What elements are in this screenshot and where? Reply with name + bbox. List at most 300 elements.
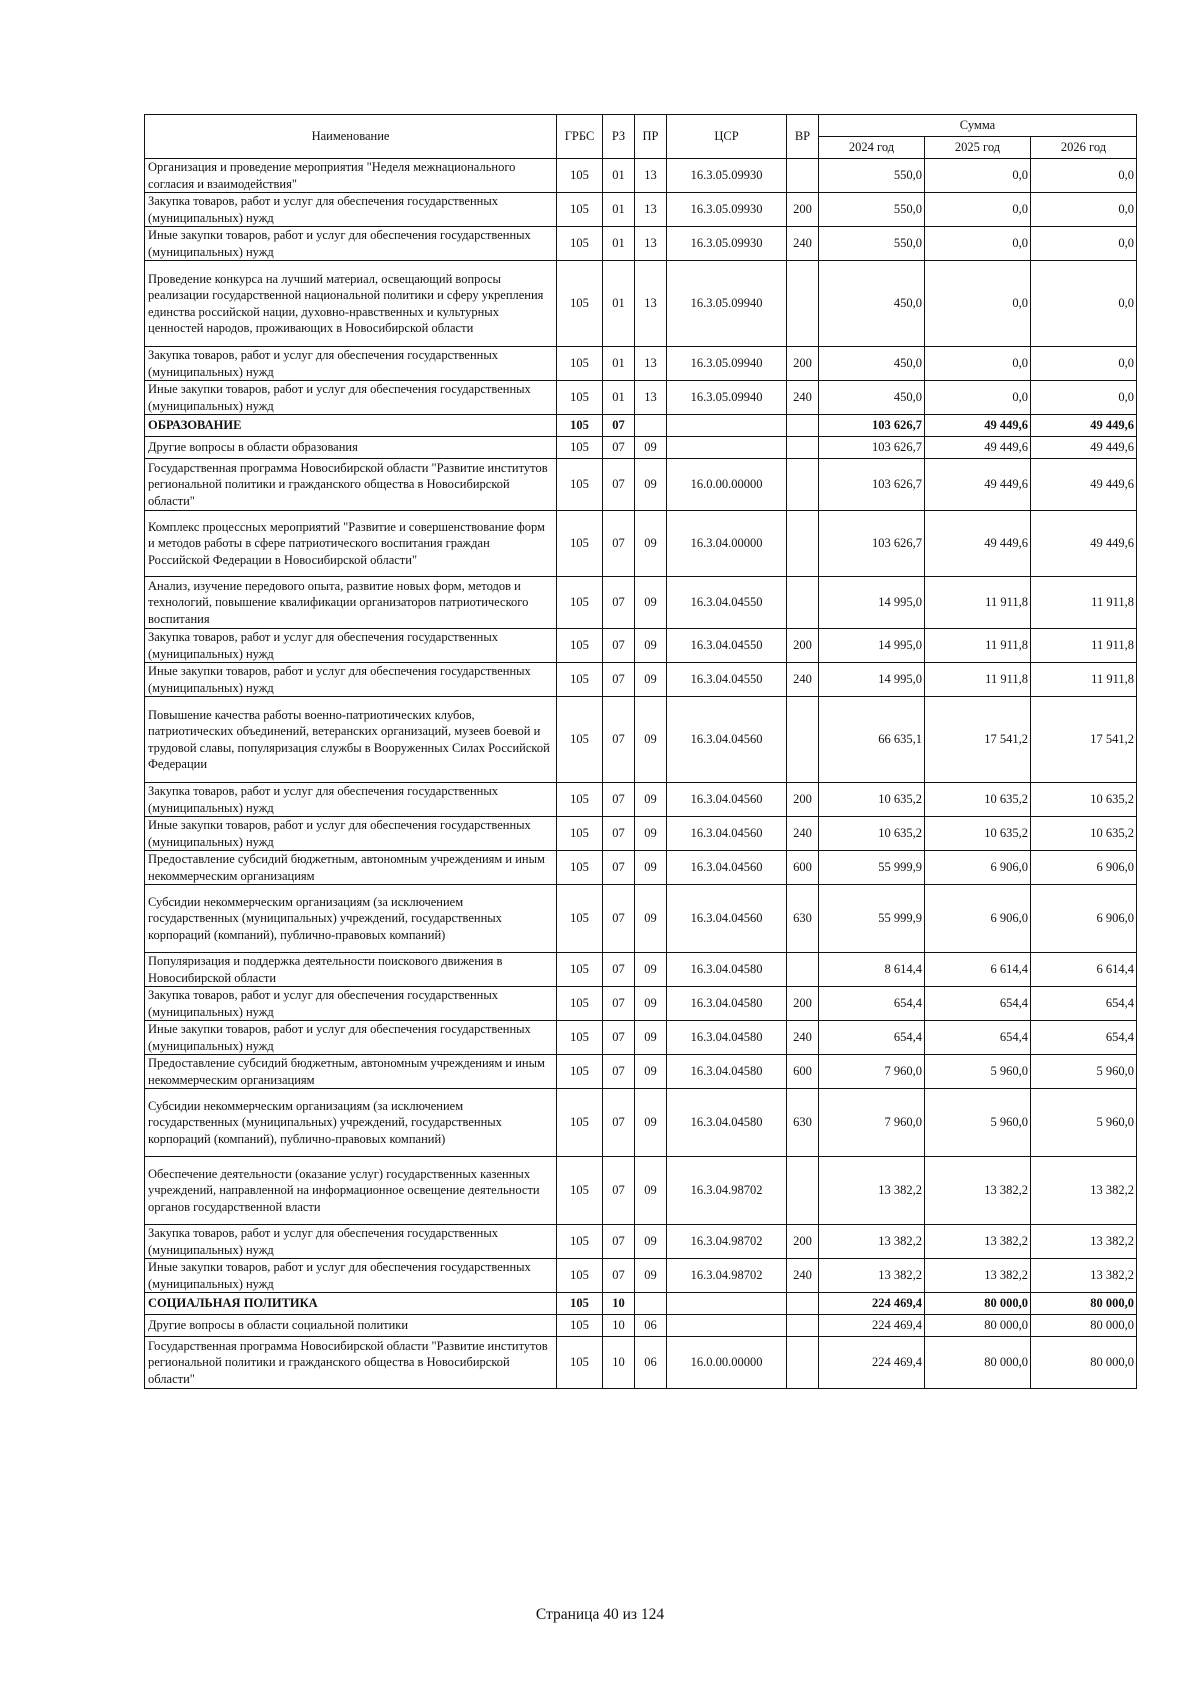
- cell-name: Закупка товаров, работ и услуг для обеспечения государственных (муниципальных) нужд: [145, 987, 557, 1021]
- table-row: [145, 1021, 1137, 1055]
- cell-pr: 09: [635, 817, 667, 851]
- cell-pr: 09: [635, 511, 667, 577]
- cell-vr: [787, 577, 819, 629]
- cell-name: СОЦИАЛЬНАЯ ПОЛИТИКА: [145, 1293, 557, 1315]
- cell-csr: 16.0.00.00000: [667, 1337, 787, 1389]
- cell-sum-2024: 7 960,0: [819, 1055, 925, 1089]
- cell-pr: 09: [635, 1225, 667, 1259]
- cell-grbs: 105: [557, 1021, 603, 1055]
- cell-rz: 07: [603, 817, 635, 851]
- table-row: [145, 577, 1137, 629]
- cell-sum-2026: 6 906,0: [1031, 885, 1137, 953]
- page-number: Страница 40 из 124: [535, 1606, 665, 1623]
- cell-name: Иные закупки товаров, работ и услуг для обеспечения государственных (муниципальных) нужд: [145, 381, 557, 415]
- cell-pr: 09: [635, 1021, 667, 1055]
- header-grbs: ГРБС: [557, 115, 603, 159]
- cell-vr: [787, 1293, 819, 1315]
- cell-csr: 16.3.04.04580: [667, 1021, 787, 1055]
- cell-rz: 07: [603, 437, 635, 459]
- cell-csr: 16.3.04.04550: [667, 577, 787, 629]
- cell-csr: [667, 415, 787, 437]
- cell-pr: 09: [635, 885, 667, 953]
- cell-rz: 10: [603, 1315, 635, 1337]
- cell-sum-2024: 224 469,4: [819, 1315, 925, 1337]
- cell-sum-2024: 103 626,7: [819, 437, 925, 459]
- cell-rz: 07: [603, 885, 635, 953]
- cell-sum-2024: 14 995,0: [819, 577, 925, 629]
- cell-vr: 240: [787, 817, 819, 851]
- cell-grbs: 105: [557, 577, 603, 629]
- table-row: [145, 159, 1137, 193]
- cell-sum-2024: 103 626,7: [819, 511, 925, 577]
- cell-grbs: 105: [557, 381, 603, 415]
- cell-pr: 09: [635, 577, 667, 629]
- cell-name: Популяризация и поддержка деятельности поискового движения в Новосибирской области: [145, 953, 557, 987]
- cell-vr: [787, 415, 819, 437]
- cell-sum-2025: 13 382,2: [925, 1259, 1031, 1293]
- cell-grbs: 105: [557, 1225, 603, 1259]
- cell-sum-2024: 550,0: [819, 159, 925, 193]
- cell-sum-2024: 8 614,4: [819, 953, 925, 987]
- cell-sum-2024: 550,0: [819, 193, 925, 227]
- cell-sum-2025: 6 614,4: [925, 953, 1031, 987]
- cell-vr: [787, 1337, 819, 1389]
- cell-grbs: 105: [557, 193, 603, 227]
- cell-sum-2026: 80 000,0: [1031, 1293, 1137, 1315]
- cell-vr: 200: [787, 347, 819, 381]
- header-sum: Сумма: [819, 115, 1137, 137]
- cell-sum-2025: 80 000,0: [925, 1315, 1031, 1337]
- cell-pr: 09: [635, 1259, 667, 1293]
- cell-pr: 09: [635, 1157, 667, 1225]
- cell-rz: 10: [603, 1337, 635, 1389]
- cell-rz: 07: [603, 697, 635, 783]
- cell-sum-2026: 0,0: [1031, 381, 1137, 415]
- budget-table: [144, 114, 1137, 1389]
- cell-grbs: 105: [557, 261, 603, 347]
- cell-csr: 16.3.04.04580: [667, 1089, 787, 1157]
- table-row: [145, 1225, 1137, 1259]
- cell-grbs: 105: [557, 1315, 603, 1337]
- table-row: [145, 1089, 1137, 1157]
- cell-sum-2024: 55 999,9: [819, 885, 925, 953]
- cell-sum-2025: 5 960,0: [925, 1089, 1031, 1157]
- cell-pr: [635, 1293, 667, 1315]
- cell-sum-2026: 654,4: [1031, 987, 1137, 1021]
- cell-sum-2025: 6 906,0: [925, 885, 1031, 953]
- cell-pr: 06: [635, 1315, 667, 1337]
- cell-name: Субсидии некоммерческим организациям (за исключением государственных (муниципальных) учреждений, государственных корпораций (компаний), публично-правовых компаний): [145, 885, 557, 953]
- cell-name: Закупка товаров, работ и услуг для обеспечения государственных (муниципальных) нужд: [145, 629, 557, 663]
- cell-name: Иные закупки товаров, работ и услуг для обеспечения государственных (муниципальных) нужд: [145, 1021, 557, 1055]
- cell-sum-2026: 0,0: [1031, 261, 1137, 347]
- cell-csr: 16.3.05.09930: [667, 159, 787, 193]
- cell-rz: 07: [603, 415, 635, 437]
- cell-rz: 01: [603, 381, 635, 415]
- header-vr: ВР: [787, 115, 819, 159]
- cell-rz: 07: [603, 1021, 635, 1055]
- cell-name: Закупка товаров, работ и услуг для обеспечения государственных (муниципальных) нужд: [145, 193, 557, 227]
- cell-rz: 07: [603, 1055, 635, 1089]
- cell-pr: 09: [635, 1089, 667, 1157]
- cell-name: Государственная программа Новосибирской области "Развитие институтов региональной политики и гражданского общества в Новосибирской области": [145, 1337, 557, 1389]
- cell-sum-2025: 654,4: [925, 1021, 1031, 1055]
- cell-sum-2026: 10 635,2: [1031, 817, 1137, 851]
- cell-csr: 16.3.05.09930: [667, 193, 787, 227]
- cell-sum-2025: 80 000,0: [925, 1337, 1031, 1389]
- cell-name: Другие вопросы в области социальной политики: [145, 1315, 557, 1337]
- cell-csr: [667, 437, 787, 459]
- cell-csr: 16.3.04.04580: [667, 987, 787, 1021]
- table-row: [145, 629, 1137, 663]
- cell-rz: 07: [603, 459, 635, 511]
- cell-pr: 13: [635, 261, 667, 347]
- table-row: [145, 987, 1137, 1021]
- header-pr: ПР: [635, 115, 667, 159]
- cell-sum-2026: 11 911,8: [1031, 629, 1137, 663]
- cell-csr: [667, 1315, 787, 1337]
- cell-sum-2026: 0,0: [1031, 347, 1137, 381]
- cell-sum-2025: 13 382,2: [925, 1157, 1031, 1225]
- cell-sum-2026: 49 449,6: [1031, 459, 1137, 511]
- cell-grbs: 105: [557, 347, 603, 381]
- cell-rz: 07: [603, 1089, 635, 1157]
- cell-grbs: 105: [557, 511, 603, 577]
- cell-sum-2025: 0,0: [925, 261, 1031, 347]
- cell-pr: 09: [635, 953, 667, 987]
- cell-sum-2026: 13 382,2: [1031, 1157, 1137, 1225]
- cell-sum-2024: 224 469,4: [819, 1293, 925, 1315]
- cell-sum-2024: 103 626,7: [819, 415, 925, 437]
- cell-csr: 16.3.05.09940: [667, 381, 787, 415]
- cell-name: Иные закупки товаров, работ и услуг для обеспечения государственных (муниципальных) нужд: [145, 1259, 557, 1293]
- table-row: [145, 885, 1137, 953]
- cell-sum-2024: 450,0: [819, 347, 925, 381]
- cell-sum-2024: 13 382,2: [819, 1259, 925, 1293]
- cell-grbs: 105: [557, 851, 603, 885]
- cell-sum-2025: 5 960,0: [925, 1055, 1031, 1089]
- cell-sum-2024: 10 635,2: [819, 783, 925, 817]
- cell-sum-2024: 103 626,7: [819, 459, 925, 511]
- table-row: [145, 459, 1137, 511]
- cell-name: Анализ, изучение передового опыта, развитие новых форм, методов и технологий, повышение квалификации организаторов патриотического воспитания: [145, 577, 557, 629]
- table-row: [145, 783, 1137, 817]
- table-body: [145, 159, 1137, 1389]
- cell-csr: 16.3.04.98702: [667, 1157, 787, 1225]
- cell-sum-2024: 66 635,1: [819, 697, 925, 783]
- cell-pr: 13: [635, 381, 667, 415]
- cell-pr: 13: [635, 347, 667, 381]
- cell-rz: 07: [603, 851, 635, 885]
- cell-pr: 09: [635, 459, 667, 511]
- cell-pr: 09: [635, 851, 667, 885]
- table-row: [145, 697, 1137, 783]
- table-row: [145, 1293, 1137, 1315]
- cell-vr: [787, 1157, 819, 1225]
- cell-csr: 16.3.04.04560: [667, 885, 787, 953]
- table-row: [145, 415, 1137, 437]
- cell-sum-2025: 17 541,2: [925, 697, 1031, 783]
- cell-vr: 200: [787, 1225, 819, 1259]
- cell-name: Закупка товаров, работ и услуг для обеспечения государственных (муниципальных) нужд: [145, 347, 557, 381]
- cell-csr: 16.3.04.04560: [667, 851, 787, 885]
- cell-grbs: 105: [557, 629, 603, 663]
- table-row: [145, 851, 1137, 885]
- cell-rz: 10: [603, 1293, 635, 1315]
- cell-name: Иные закупки товаров, работ и услуг для обеспечения государственных (муниципальных) нужд: [145, 227, 557, 261]
- cell-sum-2026: 49 449,6: [1031, 415, 1137, 437]
- table-row: [145, 193, 1137, 227]
- cell-vr: 240: [787, 227, 819, 261]
- cell-csr: 16.3.04.04560: [667, 697, 787, 783]
- cell-name: Обеспечение деятельности (оказание услуг) государственных казенных учреждений, направленной на информационное освещение деятельности органов государственной власти: [145, 1157, 557, 1225]
- cell-csr: 16.3.04.04550: [667, 629, 787, 663]
- cell-sum-2026: 10 635,2: [1031, 783, 1137, 817]
- cell-sum-2025: 6 906,0: [925, 851, 1031, 885]
- cell-rz: 07: [603, 953, 635, 987]
- cell-rz: 01: [603, 193, 635, 227]
- cell-csr: 16.3.04.98702: [667, 1225, 787, 1259]
- cell-pr: 09: [635, 663, 667, 697]
- cell-grbs: 105: [557, 459, 603, 511]
- cell-rz: 01: [603, 159, 635, 193]
- cell-sum-2024: 7 960,0: [819, 1089, 925, 1157]
- cell-name: Проведение конкурса на лучший материал, освещающий вопросы реализации государственной национальной политики и сферу укрепления единства российской нации, духовно-нравственных и культурных ценностей народов, проживающих в Новосибирской области: [145, 261, 557, 347]
- table-row: [145, 437, 1137, 459]
- cell-pr: 09: [635, 437, 667, 459]
- header-year-2024: 2024 год: [819, 137, 925, 159]
- cell-rz: 07: [603, 783, 635, 817]
- cell-vr: 200: [787, 193, 819, 227]
- cell-sum-2024: 654,4: [819, 987, 925, 1021]
- cell-sum-2024: 13 382,2: [819, 1225, 925, 1259]
- cell-vr: [787, 697, 819, 783]
- cell-sum-2026: 80 000,0: [1031, 1315, 1137, 1337]
- cell-sum-2025: 10 635,2: [925, 783, 1031, 817]
- cell-pr: 09: [635, 987, 667, 1021]
- cell-sum-2025: 49 449,6: [925, 437, 1031, 459]
- cell-csr: 16.0.00.00000: [667, 459, 787, 511]
- cell-sum-2024: 450,0: [819, 261, 925, 347]
- table-row: [145, 663, 1137, 697]
- cell-rz: 01: [603, 347, 635, 381]
- table-row: [145, 1157, 1137, 1225]
- table-row: [145, 511, 1137, 577]
- cell-grbs: 105: [557, 987, 603, 1021]
- cell-sum-2024: 14 995,0: [819, 629, 925, 663]
- cell-rz: 01: [603, 227, 635, 261]
- cell-sum-2025: 49 449,6: [925, 459, 1031, 511]
- header-year-2025: 2025 год: [925, 137, 1031, 159]
- cell-grbs: 105: [557, 1089, 603, 1157]
- cell-sum-2026: 6 906,0: [1031, 851, 1137, 885]
- cell-vr: [787, 437, 819, 459]
- cell-sum-2024: 13 382,2: [819, 1157, 925, 1225]
- cell-grbs: 105: [557, 227, 603, 261]
- cell-vr: [787, 953, 819, 987]
- cell-sum-2024: 654,4: [819, 1021, 925, 1055]
- cell-csr: 16.3.04.98702: [667, 1259, 787, 1293]
- cell-sum-2024: 10 635,2: [819, 817, 925, 851]
- cell-sum-2024: 550,0: [819, 227, 925, 261]
- cell-sum-2026: 13 382,2: [1031, 1225, 1137, 1259]
- cell-sum-2025: 0,0: [925, 227, 1031, 261]
- cell-pr: [635, 415, 667, 437]
- cell-name: Государственная программа Новосибирской области "Развитие институтов региональной политики и гражданского общества в Новосибирской области": [145, 459, 557, 511]
- cell-rz: 07: [603, 1259, 635, 1293]
- table-row: [145, 1337, 1137, 1389]
- cell-name: Закупка товаров, работ и услуг для обеспечения государственных (муниципальных) нужд: [145, 1225, 557, 1259]
- cell-name: Предоставление субсидий бюджетным, автономным учреждениям и иным некоммерческим организациям: [145, 851, 557, 885]
- cell-vr: 240: [787, 1021, 819, 1055]
- cell-pr: 13: [635, 159, 667, 193]
- cell-vr: [787, 459, 819, 511]
- cell-vr: 600: [787, 1055, 819, 1089]
- cell-rz: 07: [603, 511, 635, 577]
- cell-csr: 16.3.04.04560: [667, 817, 787, 851]
- cell-vr: 200: [787, 783, 819, 817]
- cell-name: Субсидии некоммерческим организациям (за исключением государственных (муниципальных) учреждений, государственных корпораций (компаний), публично-правовых компаний): [145, 1089, 557, 1157]
- cell-sum-2024: 224 469,4: [819, 1337, 925, 1389]
- cell-pr: 09: [635, 697, 667, 783]
- cell-sum-2025: 49 449,6: [925, 511, 1031, 577]
- cell-grbs: 105: [557, 697, 603, 783]
- cell-vr: 240: [787, 381, 819, 415]
- cell-pr: 09: [635, 1055, 667, 1089]
- table-row: [145, 261, 1137, 347]
- cell-pr: 09: [635, 629, 667, 663]
- cell-name: Повышение качества работы военно-патриотических клубов, патриотических объединений, ветеранских организаций, музеев боевой и трудовой славы, популяризация службы в Вооруженных Силах Российской Федерации: [145, 697, 557, 783]
- cell-name: Организация и проведение мероприятия "Неделя межнационального согласия и взаимодействия": [145, 159, 557, 193]
- cell-grbs: 105: [557, 1337, 603, 1389]
- cell-grbs: 105: [557, 1157, 603, 1225]
- cell-vr: [787, 511, 819, 577]
- cell-name: Иные закупки товаров, работ и услуг для обеспечения государственных (муниципальных) нужд: [145, 663, 557, 697]
- cell-sum-2025: 49 449,6: [925, 415, 1031, 437]
- table-row: [145, 347, 1137, 381]
- cell-pr: 13: [635, 227, 667, 261]
- cell-sum-2025: 0,0: [925, 347, 1031, 381]
- cell-sum-2026: 80 000,0: [1031, 1337, 1137, 1389]
- cell-name: Закупка товаров, работ и услуг для обеспечения государственных (муниципальных) нужд: [145, 783, 557, 817]
- header-name: Наименование: [145, 115, 557, 159]
- cell-sum-2025: 0,0: [925, 159, 1031, 193]
- cell-sum-2025: 80 000,0: [925, 1293, 1031, 1315]
- header-csr: ЦСР: [667, 115, 787, 159]
- cell-vr: 240: [787, 663, 819, 697]
- cell-sum-2024: 450,0: [819, 381, 925, 415]
- cell-name: Комплекс процессных мероприятий "Развитие и совершенствование форм и методов работы в сфере патриотического воспитания граждан Российской Федерации в Новосибирской области": [145, 511, 557, 577]
- cell-sum-2026: 6 614,4: [1031, 953, 1137, 987]
- cell-sum-2026: 0,0: [1031, 193, 1137, 227]
- cell-rz: 07: [603, 1225, 635, 1259]
- cell-vr: 200: [787, 987, 819, 1021]
- cell-sum-2025: 0,0: [925, 193, 1031, 227]
- cell-name: Предоставление субсидий бюджетным, автономным учреждениям и иным некоммерческим организациям: [145, 1055, 557, 1089]
- cell-csr: 16.3.05.09940: [667, 347, 787, 381]
- cell-rz: 01: [603, 261, 635, 347]
- cell-grbs: 105: [557, 663, 603, 697]
- table-row: [145, 953, 1137, 987]
- cell-pr: 13: [635, 193, 667, 227]
- cell-pr: 09: [635, 783, 667, 817]
- cell-sum-2025: 0,0: [925, 381, 1031, 415]
- cell-rz: 07: [603, 629, 635, 663]
- cell-name: ОБРАЗОВАНИЕ: [145, 415, 557, 437]
- cell-sum-2026: 0,0: [1031, 227, 1137, 261]
- cell-rz: 07: [603, 987, 635, 1021]
- cell-grbs: 105: [557, 1055, 603, 1089]
- cell-csr: 16.3.04.04560: [667, 783, 787, 817]
- cell-sum-2025: 654,4: [925, 987, 1031, 1021]
- cell-sum-2026: 49 449,6: [1031, 511, 1137, 577]
- cell-grbs: 105: [557, 1259, 603, 1293]
- table-header: [145, 115, 1137, 159]
- cell-csr: 16.3.04.00000: [667, 511, 787, 577]
- cell-grbs: 105: [557, 885, 603, 953]
- cell-csr: [667, 1293, 787, 1315]
- header-rz: РЗ: [603, 115, 635, 159]
- cell-grbs: 105: [557, 783, 603, 817]
- cell-sum-2026: 0,0: [1031, 159, 1137, 193]
- cell-sum-2026: 49 449,6: [1031, 437, 1137, 459]
- table-row: [145, 1259, 1137, 1293]
- cell-pr: 06: [635, 1337, 667, 1389]
- cell-sum-2026: 654,4: [1031, 1021, 1137, 1055]
- cell-grbs: 105: [557, 159, 603, 193]
- cell-rz: 07: [603, 1157, 635, 1225]
- cell-sum-2025: 11 911,8: [925, 577, 1031, 629]
- cell-rz: 07: [603, 577, 635, 629]
- cell-grbs: 105: [557, 437, 603, 459]
- cell-sum-2025: 11 911,8: [925, 663, 1031, 697]
- cell-name: Иные закупки товаров, работ и услуг для обеспечения государственных (муниципальных) нужд: [145, 817, 557, 851]
- cell-csr: 16.3.05.09940: [667, 261, 787, 347]
- cell-grbs: 105: [557, 1293, 603, 1315]
- table-row: [145, 1315, 1137, 1337]
- cell-vr: [787, 1315, 819, 1337]
- cell-sum-2026: 11 911,8: [1031, 577, 1137, 629]
- cell-grbs: 105: [557, 817, 603, 851]
- cell-sum-2024: 55 999,9: [819, 851, 925, 885]
- table-row: [145, 227, 1137, 261]
- cell-sum-2025: 10 635,2: [925, 817, 1031, 851]
- header-year-2026: 2026 год: [1031, 137, 1137, 159]
- table-row: [145, 1055, 1137, 1089]
- cell-sum-2026: 17 541,2: [1031, 697, 1137, 783]
- cell-vr: 600: [787, 851, 819, 885]
- cell-sum-2026: 11 911,8: [1031, 663, 1137, 697]
- cell-grbs: 105: [557, 953, 603, 987]
- cell-sum-2024: 14 995,0: [819, 663, 925, 697]
- cell-vr: [787, 159, 819, 193]
- cell-sum-2025: 13 382,2: [925, 1225, 1031, 1259]
- cell-csr: 16.3.04.04580: [667, 1055, 787, 1089]
- cell-csr: 16.3.05.09930: [667, 227, 787, 261]
- cell-vr: [787, 261, 819, 347]
- cell-sum-2025: 11 911,8: [925, 629, 1031, 663]
- cell-vr: 630: [787, 885, 819, 953]
- cell-vr: 240: [787, 1259, 819, 1293]
- cell-csr: 16.3.04.04550: [667, 663, 787, 697]
- cell-sum-2026: 5 960,0: [1031, 1055, 1137, 1089]
- cell-grbs: 105: [557, 415, 603, 437]
- cell-rz: 07: [603, 663, 635, 697]
- cell-sum-2026: 13 382,2: [1031, 1259, 1137, 1293]
- cell-name: Другие вопросы в области образования: [145, 437, 557, 459]
- cell-vr: 630: [787, 1089, 819, 1157]
- table-row: [145, 381, 1137, 415]
